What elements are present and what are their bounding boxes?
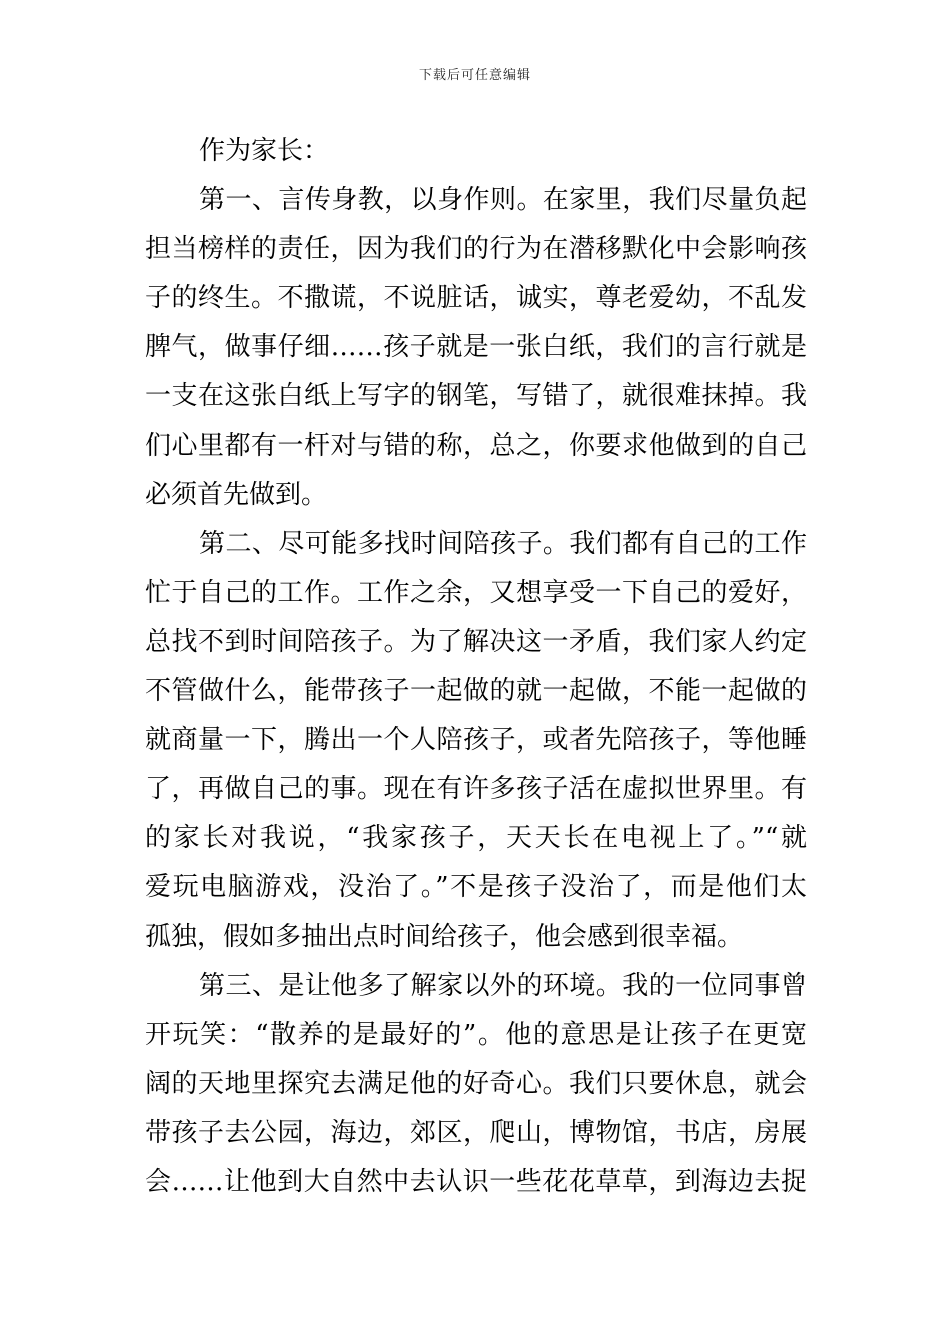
text-line: 作为家长： <box>199 136 330 166</box>
document-body <box>145 127 807 1207</box>
text-line: 忙于自己的工作。工作之余，又想享受一下自己的爱好， <box>145 577 807 608</box>
text-line: 第一、言传身教，以身作则。在家里，我们尽量负起 <box>199 185 807 216</box>
text-line: 爱玩电脑游戏，没治了。”不是孩子没治了，而是他们太 <box>145 872 807 903</box>
text-line: 带孩子去公园，海边，郊区，爬山，博物馆，书店，房展 <box>145 1117 807 1148</box>
text-line: 必须首先做到。 <box>145 479 328 510</box>
text-line: 阔的天地里探究去满足他的好奇心。我们只要休息，就会 <box>145 1068 807 1099</box>
text-line: 担当榜样的责任，因为我们的行为在潜移默化中会影响孩 <box>145 234 807 265</box>
text-line: 了，再做自己的事。现在有许多孩子活在虚拟世界里。有 <box>145 774 807 805</box>
text-line: 不管做什么，能带孩子一起做的就一起做，不能一起做的 <box>145 676 807 707</box>
text-line: 开玩笑：“散养的是最好的”。他的意思是让孩子在更宽 <box>145 1019 807 1050</box>
page-header: 下载后可任意编辑 <box>418 68 531 83</box>
text-line: 子的终生。不撒谎，不说脏话，诚实，尊老爱幼，不乱发 <box>145 283 807 314</box>
text-line: 第三、是让他多了解家以外的环境。我的一位同事曾 <box>199 970 807 1001</box>
text-line: 的家长对我说，“我家孩子，天天长在电视上了。”“就 <box>145 823 807 854</box>
text-line: 孤独，假如多抽出点时间给孩子，他会感到很幸福。 <box>145 921 744 952</box>
text-line: 们心里都有一杆对与错的称，总之，你要求他做到的自己 <box>145 430 807 461</box>
text-line: 一支在这张白纸上写字的钢笔，写错了，就很难抹掉。我 <box>145 381 807 412</box>
text-line: 会……让他到大自然中去认识一些花花草草，到海边去捉 <box>145 1166 807 1197</box>
text-line: 就商量一下，腾出一个人陪孩子，或者先陪孩子，等他睡 <box>145 725 807 756</box>
text-line: 脾气，做事仔细……孩子就是一张白纸，我们的言行就是 <box>145 332 807 363</box>
text-line: 第二、尽可能多找时间陪孩子。我们都有自己的工作 <box>199 528 807 559</box>
text-line: 总找不到时间陪孩子。为了解决这一矛盾，我们家人约定 <box>145 626 807 657</box>
